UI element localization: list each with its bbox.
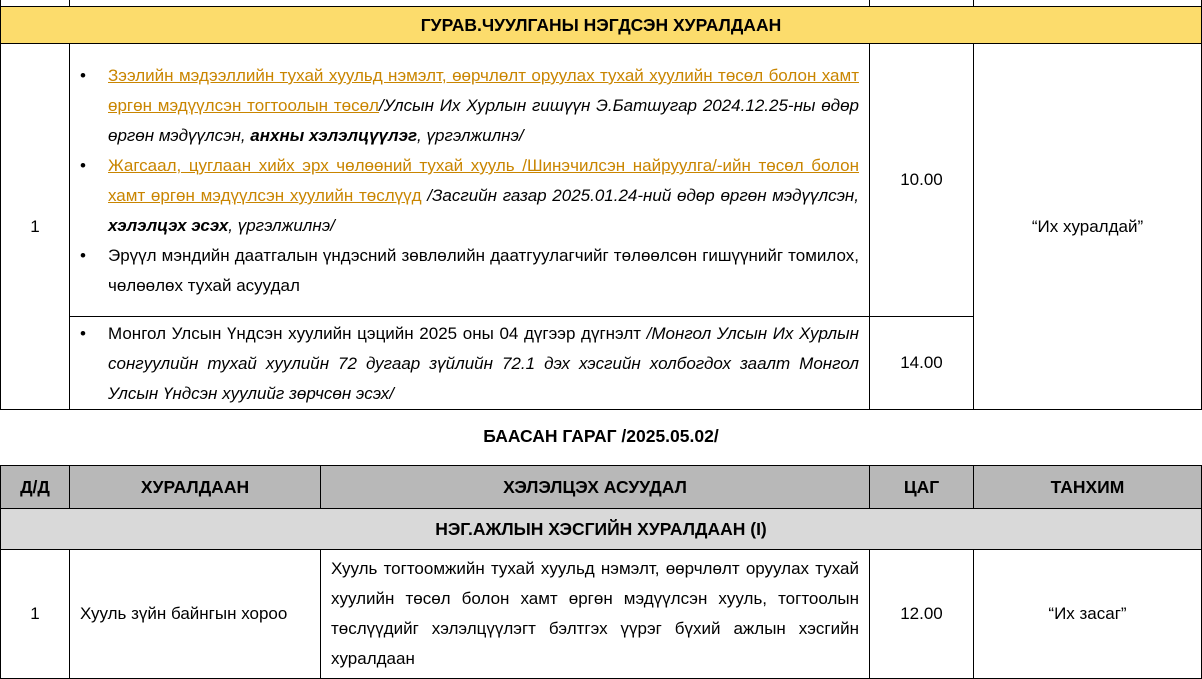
agenda-item-1-link[interactable]: Зээлийн мэдээллийн тухай хуульд нэмэлт, өөрчлөлт оруулах тухай хуулийн төсөл болон хамт өргөн мэдүүлсэн тогтоолын төсөл xyxy=(108,66,859,115)
agenda-item-1 xyxy=(80,61,859,151)
header-session: ХУРАЛДААН xyxy=(70,466,321,509)
agenda-item-3-text: Эрүүл мэндийн даатгалын үндэсний зөвлөлийн даатгуулагчийг төлөөлсөн гишүүнийг томилох, чөлөөлөх тухай асуудал xyxy=(108,246,859,295)
header-time: ЦАГ xyxy=(870,466,974,509)
row-number: 1 xyxy=(1,550,70,679)
time-group1: 10.00 xyxy=(870,44,974,317)
bullet-icon: • xyxy=(80,246,86,265)
topic-text: Хууль тогтоомжийн тухай хуульд нэмэлт, өөрчлөлт оруулах тухай хуулийн төсөл болон хамт өргөн мэдүүлсэн хууль, тогтоолын төслүүдийг хэлэлцүүлэгт бэлтгэх үүрэг бүхий ажлын хэсгийн хуралдаан xyxy=(331,559,859,668)
header-row xyxy=(1,466,1202,509)
session-name xyxy=(70,550,321,679)
table-row xyxy=(1,550,1202,679)
agenda-item-1-stage: анхны хэлэлцүүлэг xyxy=(250,126,418,145)
section-row-plenary xyxy=(1,7,1202,44)
time-cell: 12.00 xyxy=(870,550,974,679)
agenda-item-4-note: /Монгол Улсын Их Хурлын сонгуулийн тухай хуулийн 72 дугаар зүйлийн 72.1 дэх хэсгийн холбогдох заалт Монгол Улсын Үндсэн хуулийг зөрчсөн эсэх/ xyxy=(108,324,859,403)
agenda-item-2-stage: хэлэлцэх эсэх xyxy=(108,216,229,235)
agenda-item-2-note: /Засгийн газар 2025.01.24-ний өдөр өргөн мэдүүлсэн, xyxy=(421,186,860,205)
plenary-row-group1 xyxy=(1,44,1202,317)
agenda-items-group1 xyxy=(70,44,870,317)
agenda-item-4-text: Монгол Улсын Үндсэн хуулийн цэцийн 2025 оны 04 дүгээр дүгнэлт xyxy=(108,324,647,343)
section-row-working-group xyxy=(1,509,1202,550)
agenda-item-3 xyxy=(80,241,859,301)
bullet-icon: • xyxy=(80,156,86,175)
agenda-item-2-link[interactable]: Жагсаал, цуглаан хийх эрх чөлөөний тухай хууль /Шинэчилсэн найруулга/-ийн төсөл болон хамт өргөн мэдүүлсэн хуулийн төслүүд xyxy=(108,156,859,205)
section-title-plenary: ГУРАВ.ЧУУЛГАНЫ НЭГДСЭН ХУРАЛДААН xyxy=(1,7,1202,44)
bullet-icon: • xyxy=(80,324,86,343)
agenda-item-1-note-end: , үргэлжилнэ/ xyxy=(417,126,524,145)
header-room: ТАНХИМ xyxy=(974,466,1202,509)
header-number: Д/Д xyxy=(1,466,70,509)
room-cell: “Их засаг” xyxy=(974,550,1202,679)
agenda-item-2-note-end: , үргэлжилнэ/ xyxy=(228,216,335,235)
agenda-item-1-note: /Улсын Их Хурлын гишүүн Э.Батшугар 2024.12.25-ны өдөр өргөн мэдүүлсэн, xyxy=(108,96,859,145)
agenda-items-group2 xyxy=(70,317,870,410)
bullet-icon: • xyxy=(80,66,86,85)
time-group2: 14.00 xyxy=(870,317,974,410)
session-name-text: Хууль зүйн байнгын хороо xyxy=(80,604,288,623)
room-plenary: “Их хуралдай” xyxy=(974,44,1202,410)
day-title: БААСАН ГАРАГ /2025.05.02/ xyxy=(483,426,719,446)
schedule-table-friday xyxy=(0,465,1202,679)
agenda-item-4 xyxy=(80,319,859,409)
agenda-item-2 xyxy=(80,151,859,241)
topic-cell xyxy=(321,550,870,679)
header-topic: ХЭЛЭЛЦЭХ АСУУДАЛ xyxy=(321,466,870,509)
row-number: 1 xyxy=(1,44,70,410)
section-title-working-group: НЭГ.АЖЛЫН ХЭСГИЙН ХУРАЛДААН (I) xyxy=(1,509,1202,550)
